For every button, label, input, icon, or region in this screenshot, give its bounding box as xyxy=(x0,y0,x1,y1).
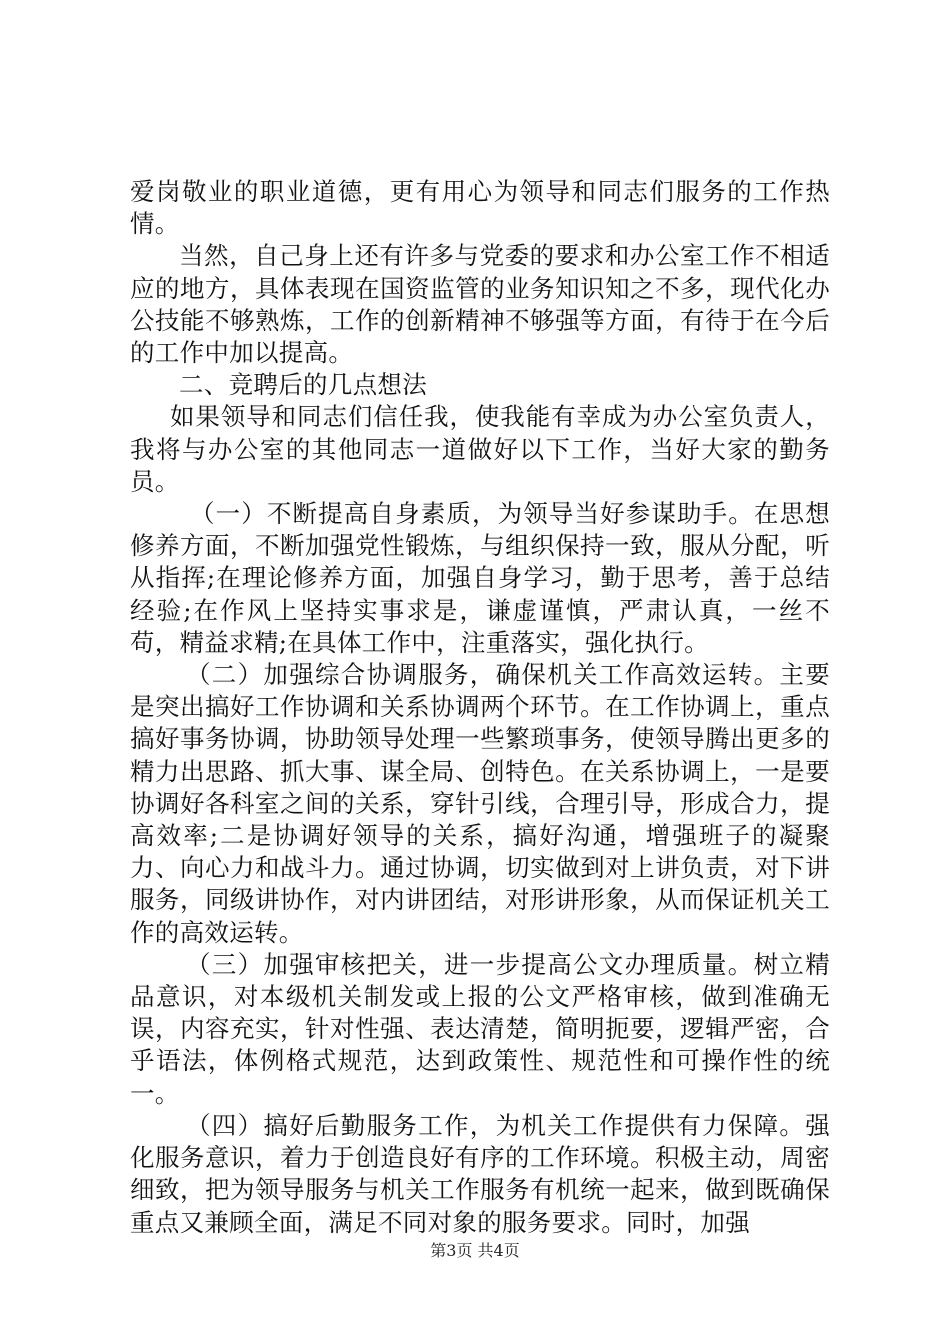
paragraph-point-3: （三）加强审核把关，进一步提高公文办理质量。树立精品意识，对本级机关制发或上报的公文严格审核，做到准确无误，内容充实，针对性强、表达清楚，简明扼要，逻辑严密，合乎语法，体例格式规范，达到政策性、规范性和可操作性的统一。 xyxy=(130,949,830,1108)
paragraph-point-1: （一）不断提高自身素质，为领导当好参谋助手。在思想修养方面，不断加强党性锻炼，与组织保持一致，服从分配，听从指挥;在理论修养方面，加强自身学习，勤于思考，善于总结经验;在作风上坚持实事求是，谦虚谨慎，严肃认真，一丝不苟，精益求精;在具体工作中，注重落实，强化执行。 xyxy=(130,499,830,657)
paragraph-shortcomings: 当然，自己身上还有许多与党委的要求和办公室工作不相适应的地方，具体表现在国资监管的业务知识知之不多，现代化办公技能不够熟炼，工作的创新精神不够强等方面，有待于在今后的工作中加以提高。 xyxy=(130,241,830,368)
paragraph-intro: 如果领导和同志们信任我，使我能有幸成为办公室负责人，我将与办公室的其他同志一道做好以下工作，当好大家的勤务员。 xyxy=(130,402,830,496)
page-footer: 第3页 共4页 xyxy=(430,1241,520,1260)
paragraph-continuation: 爱岗敬业的职业道德，更有用心为领导和同志们服务的工作热情。 xyxy=(130,177,830,239)
paragraph-point-2: （二）加强综合协调服务，确保机关工作高效运转。主要是突出搞好工作协调和关系协调两个环节。在工作协调上，重点搞好事务协调，协助领导处理一些繁琐事务，使领导腾出更多的精力出思路、抓大事、谋全局、创特色。在关系协调上，一是要协调好各科室之间的关系，穿针引线，合理引导，形成合力，提高效率;二是协调好领导的关系，搞好沟通，增强班子的凝聚力、向心力和战斗力。通过协调，切实做到对上讲负责，对下讲服务，同级讲协作，对内讲团结，对形讲形象，从而保证机关工作的高效运转。 xyxy=(130,660,830,947)
section-heading: 二、竞聘后的几点想法 xyxy=(179,370,427,400)
paragraph-point-4: （四）搞好后勤服务工作，为机关工作提供有力保障。强化服务意识，着力于创造良好有序的工作环境。积极主动，周密细致，把为领导服务与机关工作服务有机统一起来，做到既确保重点又兼顾全面，满足不同对象的服务要求。同时，加强 xyxy=(130,1110,830,1237)
document-body xyxy=(130,176,830,1239)
